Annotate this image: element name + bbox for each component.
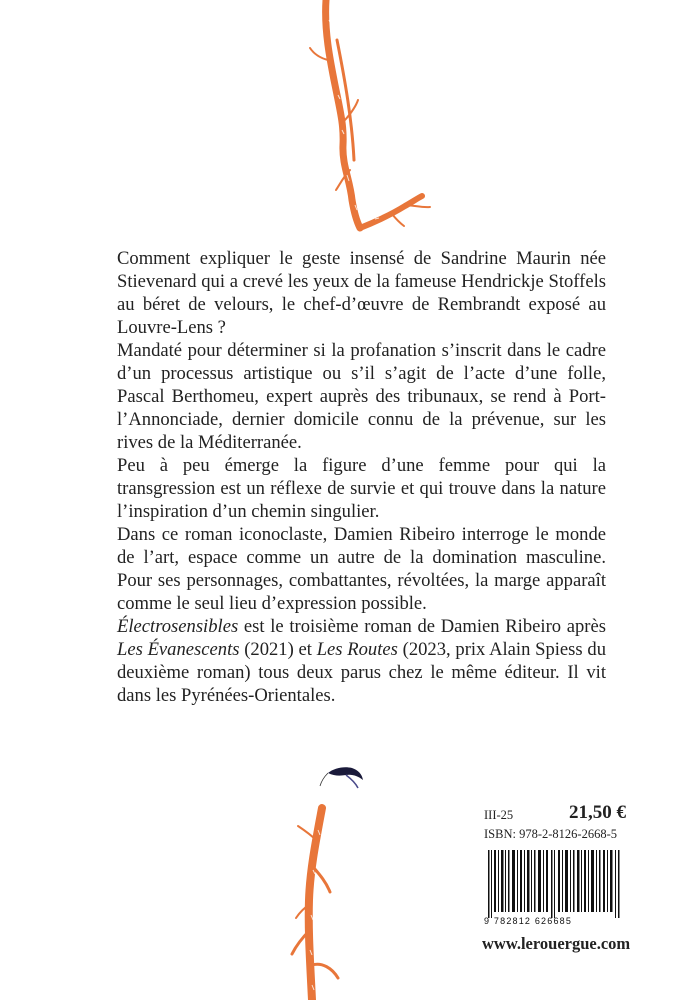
barcode-digits: 9 782812 626685 (484, 916, 573, 926)
blurb-paragraph: Mandaté pour déterminer si la profanation s’inscrit dans le cadre d’un processus artistique ou s’il s’agit de l’acte d’une folle, Pascal Berthomeu, expert auprès des tribunaux, se rend à Port-l’Annonciade, dernier domicile connu de la prévenue, sur les rives de la Méditerranée. (117, 340, 606, 453)
barcode (484, 850, 626, 920)
previous-book-title: Les Évanescents (117, 639, 240, 660)
bird-illustration (320, 767, 363, 788)
blurb-paragraph: Comment expliquer le geste insensé de Sandrine Maurin née Stievenard qui a crevé les yeux de la fameuse Hendrickje Stoffels au béret de velours, le chef-d’œuvre de Rembrandt exposé au Louvre-Lens ? (117, 248, 606, 338)
catalog-code: III-25 (484, 808, 514, 822)
author-bio (117, 615, 606, 707)
isbn: ISBN: 978-2-8126-2668-5 (484, 827, 617, 841)
price: 21,50 € (569, 802, 626, 823)
top-branch-illustration (310, 0, 430, 228)
previous-book-title: Les Routes (316, 639, 398, 660)
back-cover-blurb (117, 247, 606, 707)
bottom-branch-illustration (292, 808, 338, 1000)
book-title: Électrosensibles (117, 616, 239, 637)
bio-text: (2023, prix Alain Spiess du deuxième roman) tous deux parus chez le même éditeur. Il vit dans les Pyrénées-Orientales. (117, 639, 606, 706)
publisher-website[interactable]: www.lerouergue.com (482, 934, 631, 953)
blurb-paragraph: Dans ce roman iconoclaste, Damien Ribeiro interroge le monde de l’art, espace comme un autre de la domination masculine. Pour ses personnages, combattantes, révoltées, la marge apparaît comme le seul lieu d’expression possible. (117, 524, 606, 614)
blurb-paragraph: Peu à peu émerge la figure d’une femme pour qui la transgression est un réflexe de survie et qui trouve dans la nature l’inspiration d’un chemin singulier. (117, 455, 606, 522)
bio-text: est le troisième roman de Damien Ribeiro après (238, 616, 606, 637)
bio-text: (2021) et (239, 639, 317, 660)
